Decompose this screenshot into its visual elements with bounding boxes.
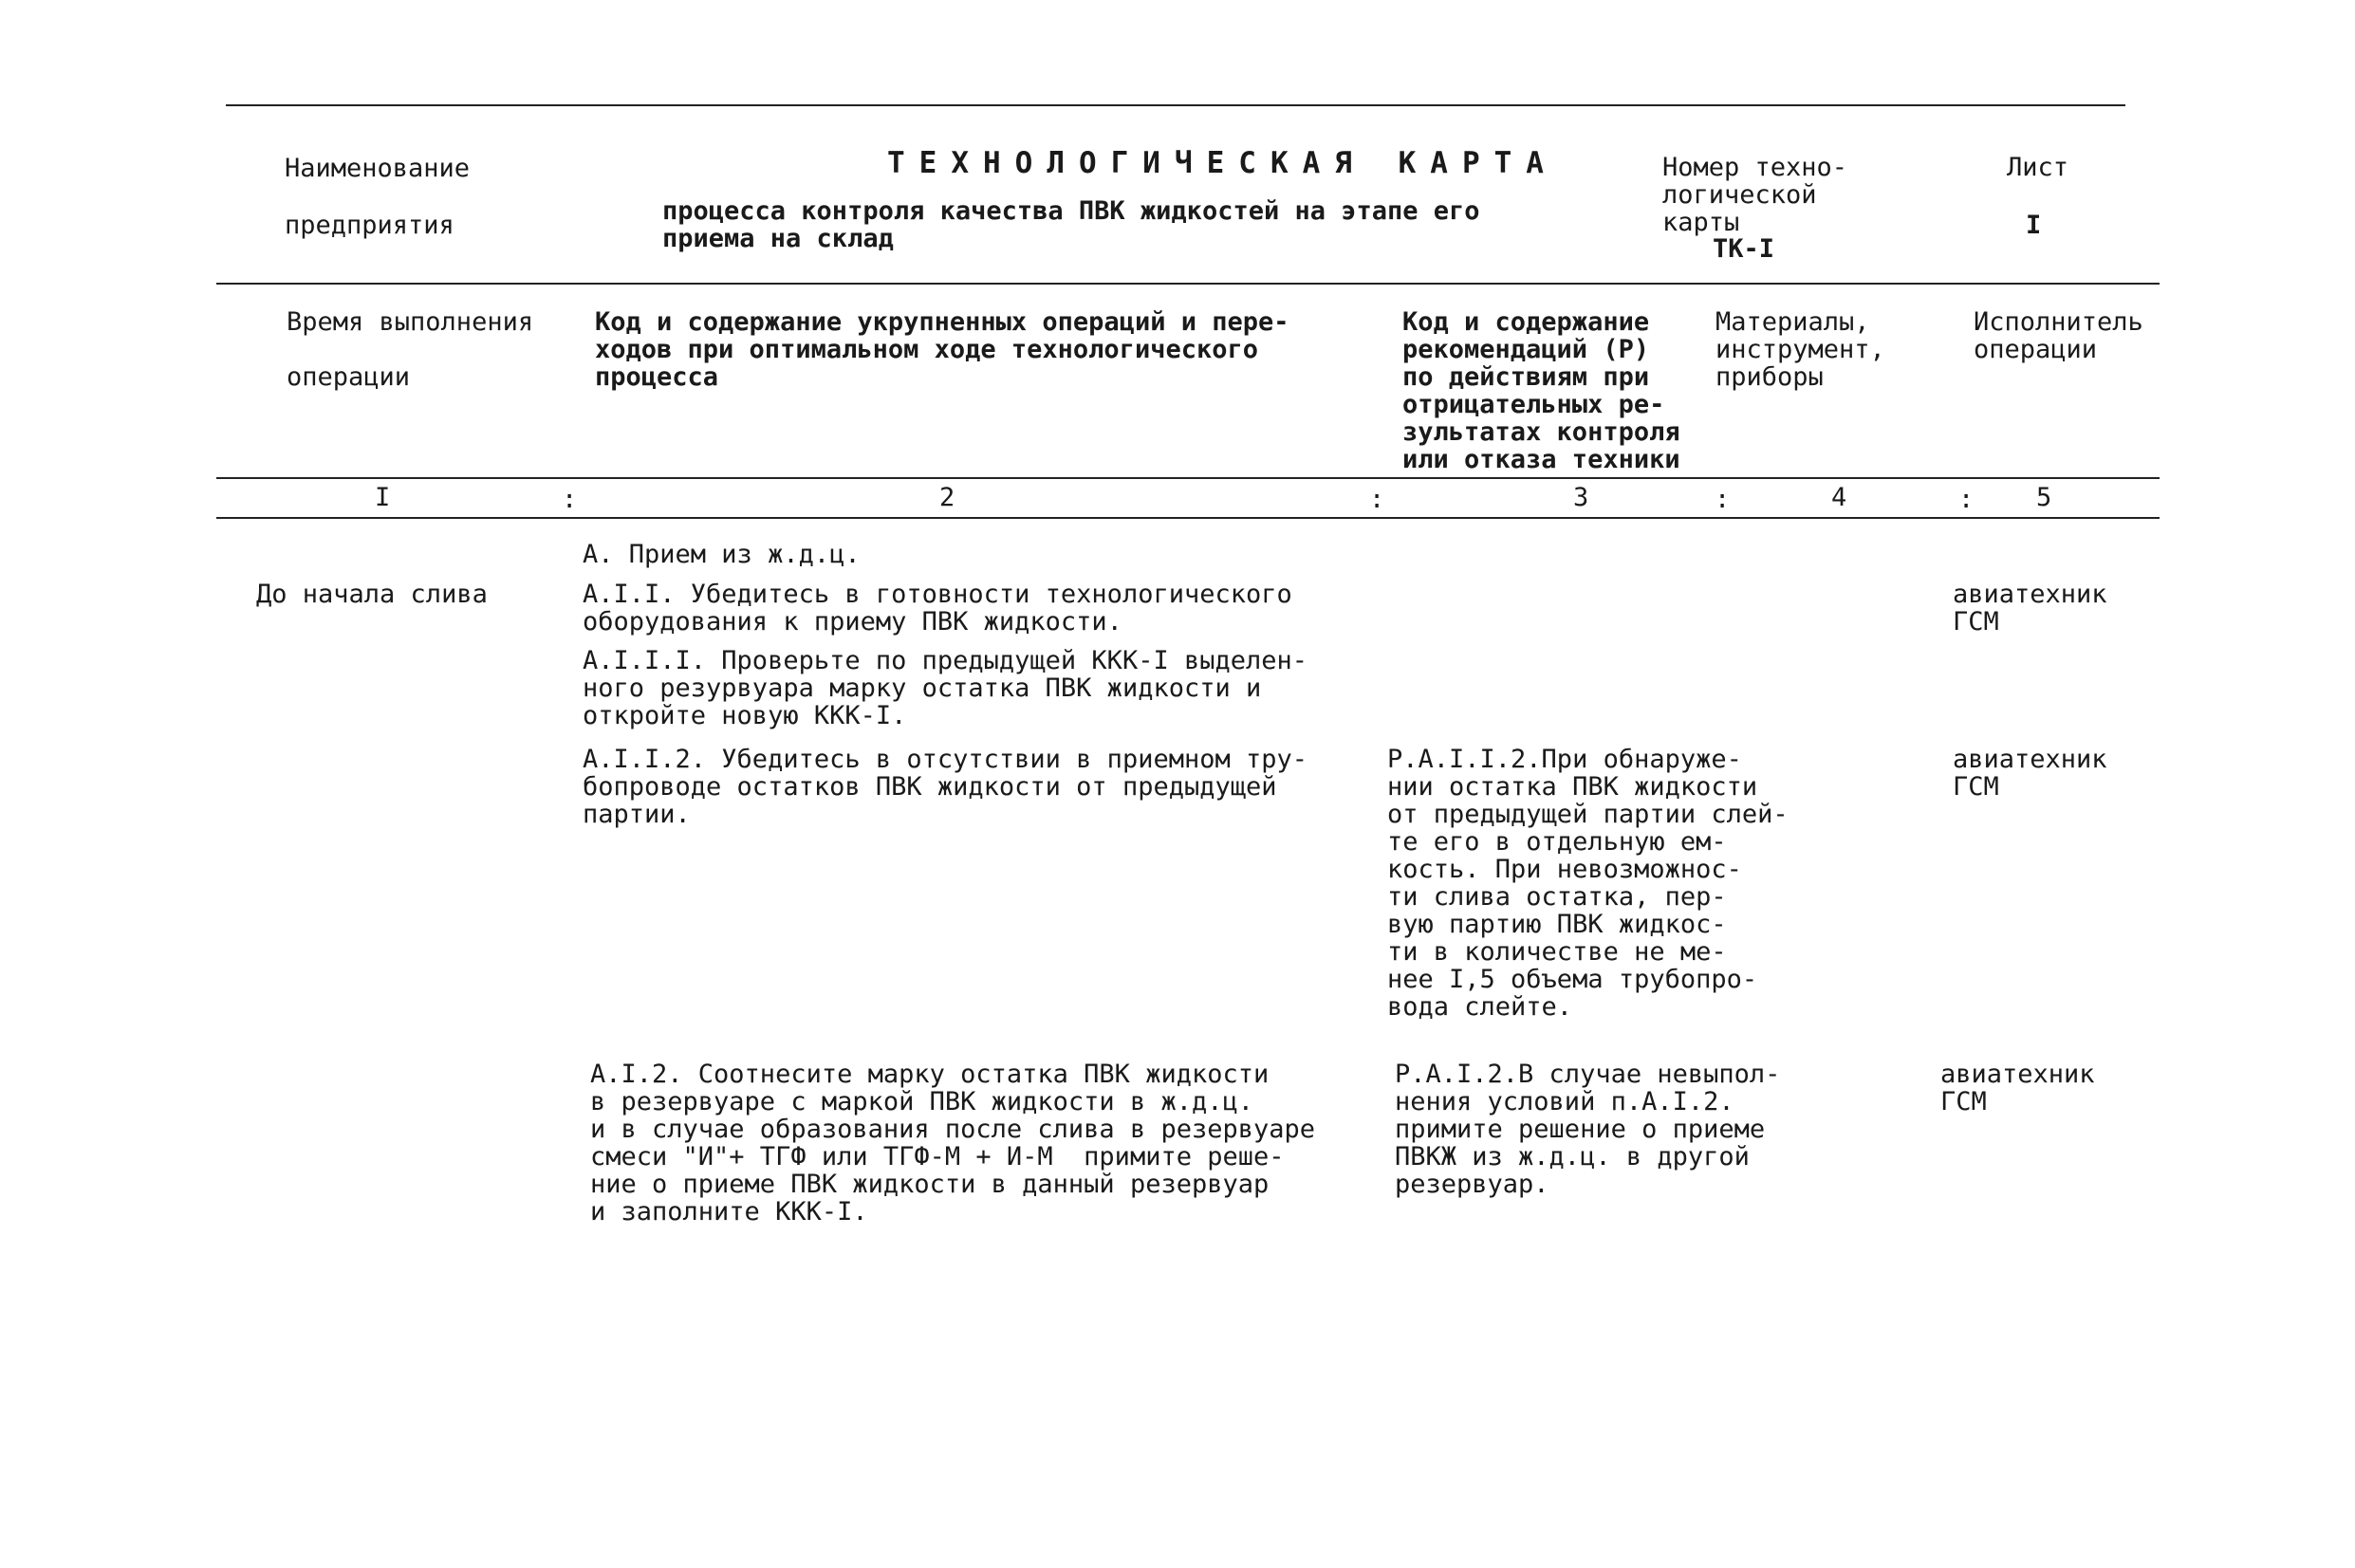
column-heading-rule xyxy=(216,477,2160,479)
column-heading-executor: Исполнитель операции xyxy=(1974,307,2143,364)
column-number-1: I xyxy=(375,483,391,512)
column-separator: : xyxy=(1369,485,1385,514)
document-subtitle: процесса контроля качества ПВК жидкостей на этапе его приема на склад xyxy=(662,196,1480,253)
sheet-label: Лист xyxy=(2007,153,2069,182)
column-separator: : xyxy=(1715,485,1731,514)
time-cell: До начала слива xyxy=(256,580,488,609)
top-rule xyxy=(226,104,2125,106)
card-number: ТК-I xyxy=(1713,234,1775,264)
operation-a112: А.I.I.2. Убедитесь в отсутствии в приемном тру- бопроводе остатков ПВК жидкости от предыдущей партии. xyxy=(583,745,1308,829)
section-title: А. Прием из ж.д.ц. xyxy=(583,540,861,569)
header-rule xyxy=(216,283,2160,285)
executor-a112: авиатехник ГСМ xyxy=(1953,745,2107,802)
column-heading-recommendations: Код и содержание рекомендаций (Р) по действиям при отрицательных ре- зультатах контроля или отказа техники xyxy=(1402,307,1680,474)
column-number-5: 5 xyxy=(2036,483,2052,512)
column-heading-materials: Материалы, инструмент, приборы xyxy=(1715,307,1885,392)
recommendation-a12: Р.А.I.2.В случае невыпол- нения условий п.А.I.2. примите решение о приеме ПВКЖ из ж.д.ц. в другой резервуар. xyxy=(1395,1060,1781,1199)
column-heading-time: Время выполнения операции xyxy=(287,307,534,392)
executor-a11: авиатехник ГСМ xyxy=(1953,580,2107,636)
document-title: ТЕХНОЛОГИЧЕСКАЯ КАРТА xyxy=(887,146,1558,180)
column-number-4: 4 xyxy=(1831,483,1847,512)
column-heading-operations: Код и содержание укрупненных операций и пере- ходов при оптимальном ходе технологического процесса xyxy=(595,307,1289,392)
column-separator: : xyxy=(1958,485,1975,514)
enterprise-label-line-1: Наименование xyxy=(285,154,471,183)
column-number-2: 2 xyxy=(939,483,955,512)
operation-a111: А.I.I.I. Проверьте по предыдущей ККК-I выделен- ного резурвуара марку остатка ПВК жидкости и откройте новую ККК-I. xyxy=(583,646,1308,730)
executor-a12: авиатехник ГСМ xyxy=(1940,1060,2095,1116)
column-separator: : xyxy=(562,485,578,514)
sheet-number: I xyxy=(2026,211,2042,240)
card-number-label: Номер техно- логической карты xyxy=(1662,153,1848,237)
column-number-3: 3 xyxy=(1573,483,1589,512)
enterprise-label-line-2: предприятия xyxy=(285,211,454,240)
recommendation-a112: Р.А.I.I.2.При обнаруже- нии остатка ПВК жидкости от предыдущей партии слей- те его в отдельную ем- кость. При невозможнос- ти слива остатка, пер- вую партию ПВК жидкос- ти в количестве не ме- нее I,5 объема трубопро- вода слейте. xyxy=(1387,745,1789,1022)
operation-a11: А.I.I. Убедитесь в готовности технологического оборудования к приему ПВК жидкости. xyxy=(583,580,1292,636)
operation-a12: А.I.2. Соотнесите марку остатка ПВК жидкости в резервуаре с маркой ПВК жидкости в ж.д.ц. и в случае образования после слива в резервуаре смеси "И"+ ТГФ или ТГФ-М + И-М примите реше- ние о приеме ПВК жидкости в данный резервуар и заполните ККК-I. xyxy=(590,1060,1316,1227)
column-number-rule xyxy=(216,517,2160,519)
